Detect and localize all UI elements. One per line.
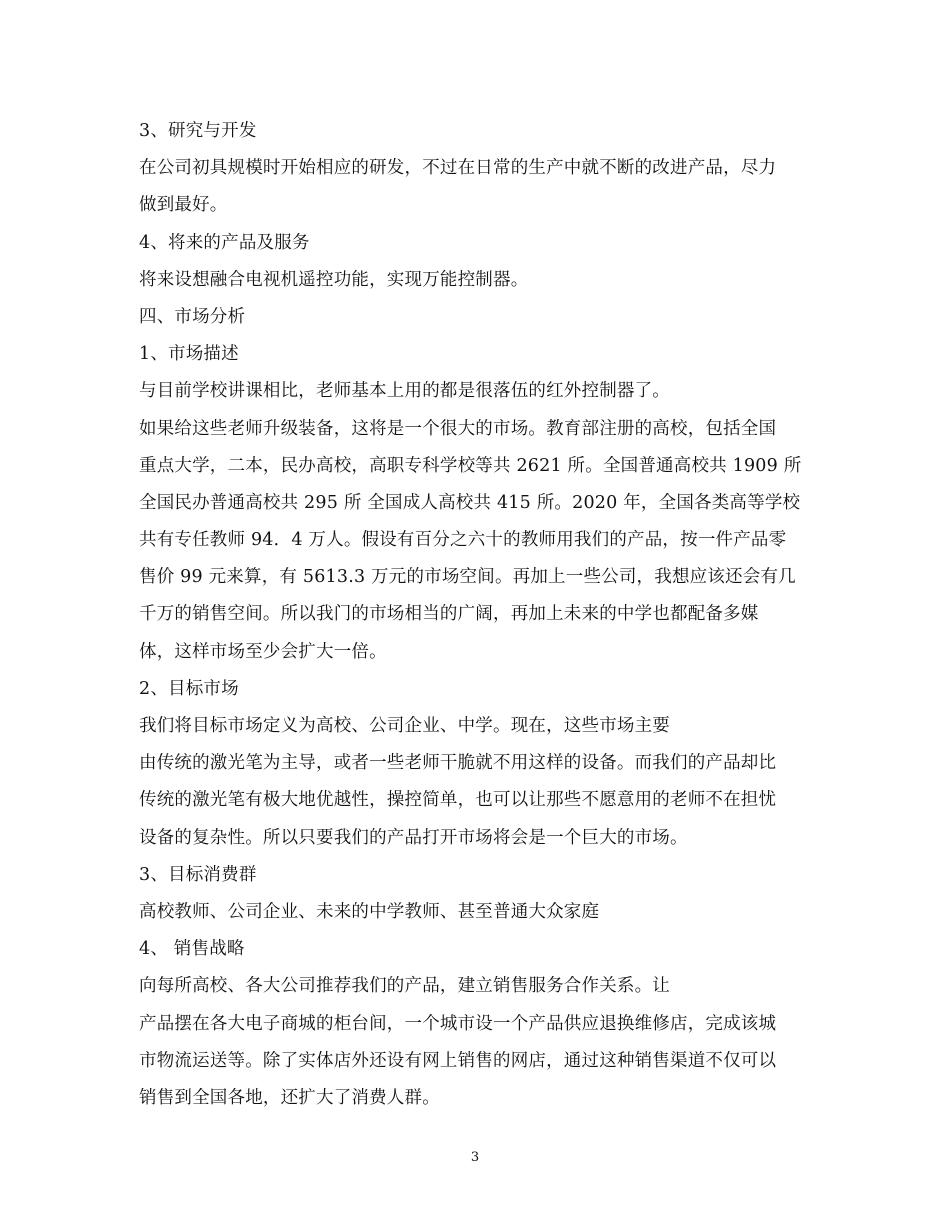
paragraph-line: 高校教师、公司企业、未来的中学教师、甚至普通大众家庭 xyxy=(139,901,600,922)
paragraph-line: 体，这样市场至少会扩大一倍。 xyxy=(139,641,387,662)
paragraph-line: 共有专任教师 94．4 万人。假设有百分之六十的教师用我们的产品，按一件产品零 xyxy=(139,530,787,551)
page-number: 3 xyxy=(470,1150,480,1165)
heading-research-development: 3、研究与开发 xyxy=(139,121,257,141)
heading-market-analysis: 四、市场分析 xyxy=(139,306,246,327)
paragraph-line: 销售到全国各地，还扩大了消费人群。 xyxy=(139,1087,440,1108)
paragraph-line: 千万的销售空间。所以我门的市场相当的广阔，再加上未来的中学也都配备多媒 xyxy=(139,604,759,625)
paragraph-line: 市物流运送等。除了实体店外还设有网上销售的网店，通过这种销售渠道不仅可以 xyxy=(139,1050,777,1071)
paragraph-line: 售价 99 元来算，有 5613.3 万元的市场空间。再加上一些公司，我想应该还会有几 xyxy=(139,567,796,588)
paragraph-line: 在公司初具规模时开始相应的研发，不过在日常的生产中就不断的改进产品，尽力 xyxy=(139,158,777,179)
heading-market-description: 1、市场描述 xyxy=(139,344,239,365)
paragraph-line: 产品摆在各大电子商城的柜台间，一个城市设一个产品供应退换维修店，完成该城 xyxy=(139,1013,777,1034)
paragraph-line: 我们将目标市场定义为高校、公司企业、中学。现在，这些市场主要 xyxy=(139,716,670,736)
heading-target-consumers: 3、目标消费群 xyxy=(139,864,257,885)
paragraph-line: 如果给这些老师升级装备，这将是一个很大的市场。教育部注册的高校，包括全国 xyxy=(139,418,777,439)
paragraph-line: 将来设想融合电视机遥控功能，实现万能控制器。 xyxy=(139,269,529,290)
heading-target-market: 2、目标市场 xyxy=(139,678,239,699)
paragraph-line: 向每所高校、各大公司推荐我们的产品，建立销售服务合作关系。让 xyxy=(139,976,670,997)
heading-sales-strategy: 4、 销售战略 xyxy=(139,939,245,960)
heading-future-products: 4、将来的产品及服务 xyxy=(139,232,310,253)
paragraph-line: 与目前学校讲课相比，老师基本上用的都是很落伍的红外控制器了。 xyxy=(139,381,670,402)
paragraph-line: 做到最好。 xyxy=(139,195,228,216)
paragraph-line: 设备的复杂性。所以只要我们的产品打开市场将会是一个巨大的市场。 xyxy=(139,827,688,848)
paragraph-line: 由传统的激光笔为主导，或者一些老师干脆就不用这样的设备。而我们的产品却比 xyxy=(139,753,777,774)
paragraph-line: 全国民办普通高校共 295 所 全国成人高校共 415 所。2020 年，全国各类高等学校 xyxy=(139,492,801,513)
paragraph-line: 重点大学，二本，民办高校，高职专科学校等共 2621 所。全国普通高校共 1909 所 xyxy=(139,455,802,476)
document-body xyxy=(139,116,819,1120)
paragraph-line: 传统的激光笔有极大地优越性，操控简单，也可以让那些不愿意用的老师不在担忧 xyxy=(139,790,777,811)
